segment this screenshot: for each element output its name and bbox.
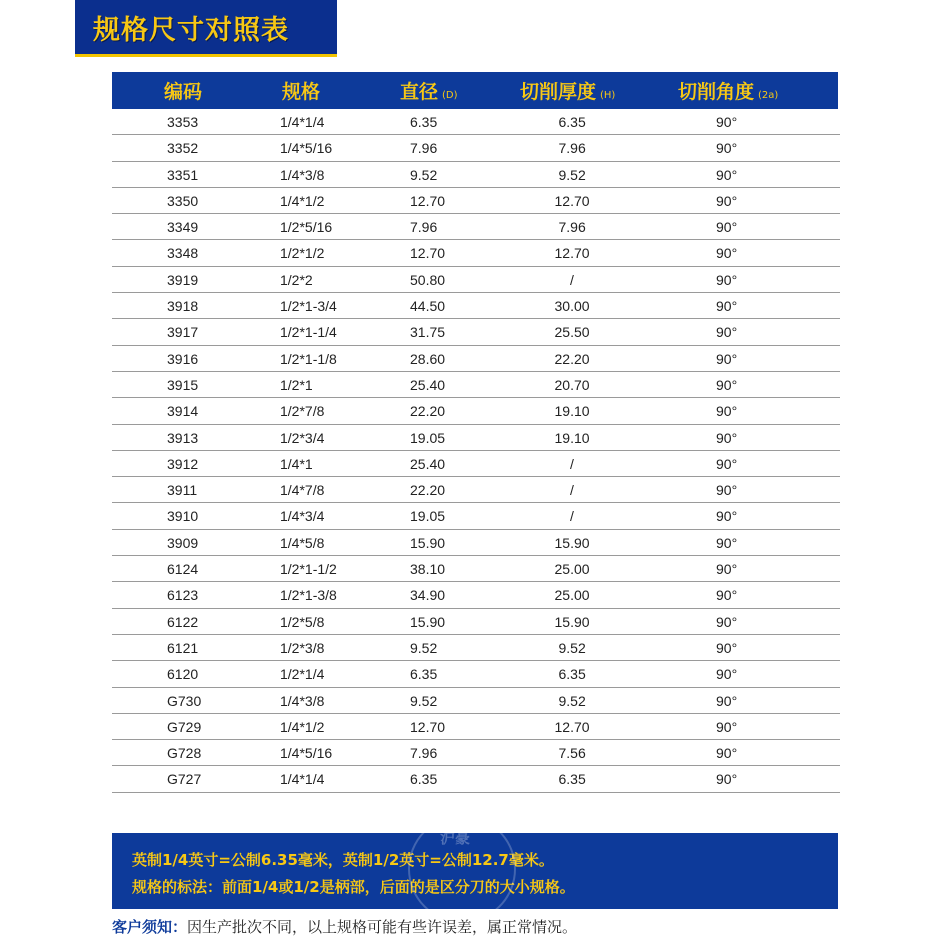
cell-cut-thickness-value: 6.35 <box>558 666 586 683</box>
table-row <box>112 661 840 687</box>
cell-spec: 1/4*7/8 <box>280 482 325 499</box>
header-code: 编码 <box>164 81 203 103</box>
table-row <box>112 503 840 529</box>
table-row <box>112 293 840 319</box>
cell-code: 3913 <box>167 429 199 446</box>
table-row <box>112 635 840 661</box>
cell-cut-angle: 90° <box>716 482 738 499</box>
table-row <box>112 582 840 608</box>
cell-cut-thickness-value: / <box>570 271 574 288</box>
cell-diameter: 6.35 <box>410 771 438 788</box>
cell-code: 3352 <box>167 140 199 157</box>
cell-cut-thickness-value: 7.56 <box>558 745 586 762</box>
cell-diameter: 6.35 <box>410 114 438 130</box>
cell-code: 3917 <box>167 324 199 341</box>
cell-spec: 1/4*5/16 <box>280 140 333 157</box>
cell-cut-thickness-value: 9.52 <box>558 639 586 656</box>
table-row <box>112 346 840 372</box>
cell-diameter: 38.10 <box>410 561 446 578</box>
cell-cut-angle: 90° <box>716 455 738 472</box>
cell-code: 3916 <box>167 350 199 367</box>
cell-code: 3915 <box>167 376 199 393</box>
cell-cut-angle: 90° <box>716 114 738 130</box>
customer-notice-label: 客户须知： <box>112 918 188 936</box>
cell-code: 6121 <box>167 639 199 656</box>
cell-cut-angle: 90° <box>716 718 738 735</box>
cell-diameter: 50.80 <box>410 271 446 288</box>
cell-diameter: 22.20 <box>410 482 446 499</box>
cell-cut-thickness-value: 6.35 <box>558 771 586 788</box>
table-row <box>112 556 840 582</box>
cell-spec: 1/2*7/8 <box>280 403 325 420</box>
cell-diameter: 12.70 <box>410 245 446 262</box>
table-header <box>112 72 838 109</box>
cell-cut-thickness-value: 12.70 <box>554 192 590 209</box>
table-row <box>112 609 840 635</box>
watermark-text: 沪豪 <box>440 829 471 847</box>
cell-cut-angle: 90° <box>716 639 738 656</box>
cell-spec: 1/2*1-1/8 <box>280 350 337 367</box>
cell-cut-angle: 90° <box>716 271 738 288</box>
cell-code: 6122 <box>167 613 199 630</box>
cell-code: 3353 <box>167 114 199 130</box>
header-spec: 规格 <box>282 81 321 103</box>
cell-cut-angle: 90° <box>716 376 738 393</box>
cell-cut-angle: 90° <box>716 692 738 709</box>
cell-spec: 1/4*1 <box>280 455 313 472</box>
cell-code: 3914 <box>167 403 199 420</box>
cell-cut-thickness-value: 25.50 <box>554 324 590 341</box>
customer-notice-text: 因生产批次不同，以上规格可能有些许误差，属正常情况。 <box>187 918 578 936</box>
cell-spec: 1/2*5/16 <box>280 219 333 236</box>
cell-cut-angle: 90° <box>716 192 738 209</box>
table-row <box>112 372 840 398</box>
cell-diameter: 7.96 <box>410 219 438 236</box>
cell-code: 3350 <box>167 192 199 209</box>
table-row <box>112 109 840 135</box>
cell-code: 6124 <box>167 561 199 578</box>
cell-diameter: 7.96 <box>410 140 438 157</box>
cell-cut-thickness-value: 19.10 <box>554 403 590 420</box>
cell-spec: 1/2*1-3/4 <box>280 298 337 315</box>
cell-code: 3918 <box>167 298 199 315</box>
cell-cut-thickness-value: 7.96 <box>558 219 586 236</box>
cell-diameter: 9.52 <box>410 639 438 656</box>
cell-spec: 1/2*1/4 <box>280 666 325 683</box>
cell-cut-angle: 90° <box>716 245 738 262</box>
cell-diameter: 12.70 <box>410 718 446 735</box>
table-row <box>112 688 840 714</box>
table-row <box>112 240 840 266</box>
cell-cut-thickness-value: 22.20 <box>554 350 590 367</box>
cell-code: 3348 <box>167 245 199 262</box>
cell-spec: 1/2*1-3/8 <box>280 587 337 604</box>
cell-code: G729 <box>167 718 202 735</box>
cell-code: 3919 <box>167 271 199 288</box>
cell-spec: 1/2*3/4 <box>280 429 325 446</box>
cell-cut-angle: 90° <box>716 508 738 525</box>
cell-spec: 1/4*1/4 <box>280 771 325 788</box>
cell-cut-angle: 90° <box>716 140 738 157</box>
cell-code: 6123 <box>167 587 199 604</box>
cell-cut-angle: 90° <box>716 298 738 315</box>
cell-cut-thickness-value: 20.70 <box>554 376 590 393</box>
cell-cut-angle: 90° <box>716 666 738 683</box>
cell-cut-thickness-value: / <box>570 508 574 525</box>
header-cut-thickness: 切削厚度 (H) <box>520 81 616 103</box>
cell-cut-angle: 90° <box>716 745 738 762</box>
table-row <box>112 398 840 424</box>
cell-diameter: 9.52 <box>410 166 438 183</box>
cell-cut-angle: 90° <box>716 561 738 578</box>
cell-cut-thickness-value: 25.00 <box>554 561 590 578</box>
cell-diameter: 7.96 <box>410 745 438 762</box>
cell-cut-angle: 90° <box>716 613 738 630</box>
title-banner <box>75 0 337 57</box>
table-row <box>112 477 840 503</box>
cell-spec: 1/2*1-1/4 <box>280 324 337 341</box>
cell-code: 3349 <box>167 219 199 236</box>
cell-cut-angle: 90° <box>716 429 738 446</box>
cell-cut-angle: 90° <box>716 403 738 420</box>
note-line-2: 规格的标法：前面1/4或1/2是柄部，后面的是区分刀的大小规格。 <box>132 878 575 896</box>
table-row <box>112 425 840 451</box>
spec-table-body <box>112 109 840 793</box>
table-row <box>112 214 840 240</box>
cell-spec: 1/2*2 <box>280 271 313 288</box>
cell-cut-thickness-value: 7.96 <box>558 140 586 157</box>
title-accent-line <box>75 54 337 57</box>
table-row <box>112 766 840 792</box>
cell-code: 6120 <box>167 666 199 683</box>
cell-cut-angle: 90° <box>716 350 738 367</box>
cell-spec: 1/4*3/8 <box>280 692 325 709</box>
cell-cut-thickness-value: / <box>570 455 574 472</box>
cell-diameter: 25.40 <box>410 455 446 472</box>
cell-cut-thickness-value: 9.52 <box>558 692 586 709</box>
cell-diameter: 28.60 <box>410 350 446 367</box>
header-diameter: 直径 (D) <box>400 81 458 103</box>
cell-cut-thickness-value: 19.10 <box>554 429 590 446</box>
header-diameter-unit: (D) <box>442 90 458 101</box>
note-line-1: 英制1/4英寸=公制6.35毫米，英制1/2英寸=公制12.7毫米。 <box>132 851 554 869</box>
cell-code: 3909 <box>167 534 199 551</box>
cell-cut-angle: 90° <box>716 534 738 551</box>
cell-cut-angle: 90° <box>716 771 738 788</box>
cell-diameter: 6.35 <box>410 666 438 683</box>
cell-code: G727 <box>167 771 202 788</box>
table-row <box>112 451 840 477</box>
cell-diameter: 15.90 <box>410 613 446 630</box>
table-row <box>112 714 840 740</box>
cell-cut-angle: 90° <box>716 587 738 604</box>
cell-spec: 1/2*1/2 <box>280 245 325 262</box>
table-row <box>112 319 840 345</box>
cell-code: 3912 <box>167 455 199 472</box>
table-row <box>112 162 840 188</box>
table-row <box>112 135 840 161</box>
cell-diameter: 19.05 <box>410 508 446 525</box>
cell-cut-thickness-value: 15.90 <box>554 613 590 630</box>
cell-cut-thickness-value: 12.70 <box>554 718 590 735</box>
cell-spec: 1/2*5/8 <box>280 613 325 630</box>
cell-spec: 1/2*1-1/2 <box>280 561 337 578</box>
table-row <box>112 530 840 556</box>
customer-notice <box>112 916 577 937</box>
cell-cut-thickness-value: 6.35 <box>558 114 586 130</box>
header-cut-angle-unit: (2a) <box>758 90 779 101</box>
cell-cut-thickness-value: 12.70 <box>554 245 590 262</box>
cell-cut-angle: 90° <box>716 219 738 236</box>
watermark-seal <box>408 815 516 923</box>
cell-diameter: 15.90 <box>410 534 446 551</box>
header-cut-thickness-unit: (H) <box>600 90 616 101</box>
cell-cut-thickness-value: 25.00 <box>554 587 590 604</box>
cell-spec: 1/4*1/2 <box>280 718 325 735</box>
cell-spec: 1/2*3/8 <box>280 639 325 656</box>
cell-cut-thickness-value: 15.90 <box>554 534 590 551</box>
cell-spec: 1/4*5/16 <box>280 745 333 762</box>
cell-cut-thickness-value: / <box>570 482 574 499</box>
cell-cut-thickness-value: 9.52 <box>558 166 586 183</box>
cell-diameter: 34.90 <box>410 587 446 604</box>
cell-diameter: 12.70 <box>410 192 446 209</box>
table-row <box>112 267 840 293</box>
header-cut-angle: 切削角度 (2a) <box>678 81 779 103</box>
cell-code: 3351 <box>167 166 199 183</box>
cell-diameter: 22.20 <box>410 403 446 420</box>
cell-code: G730 <box>167 692 202 709</box>
cell-diameter: 31.75 <box>410 324 446 341</box>
table-row <box>112 188 840 214</box>
table-row <box>112 740 840 766</box>
page-title: 规格尺寸对照表 <box>93 15 289 46</box>
cell-cut-angle: 90° <box>716 166 738 183</box>
cell-code: 3911 <box>167 482 198 499</box>
cell-spec: 1/2*1 <box>280 376 313 393</box>
cell-spec: 1/4*3/4 <box>280 508 325 525</box>
cell-spec: 1/4*1/4 <box>280 114 325 130</box>
cell-cut-angle: 90° <box>716 324 738 341</box>
cell-code: 3910 <box>167 508 199 525</box>
cell-code: G728 <box>167 745 202 762</box>
cell-diameter: 19.05 <box>410 429 446 446</box>
cell-diameter: 9.52 <box>410 692 438 709</box>
cell-diameter: 25.40 <box>410 376 446 393</box>
cell-spec: 1/4*3/8 <box>280 166 325 183</box>
cell-cut-thickness-value: 30.00 <box>554 298 590 315</box>
cell-spec: 1/4*1/2 <box>280 192 325 209</box>
cell-diameter: 44.50 <box>410 298 446 315</box>
cell-spec: 1/4*5/8 <box>280 534 325 551</box>
